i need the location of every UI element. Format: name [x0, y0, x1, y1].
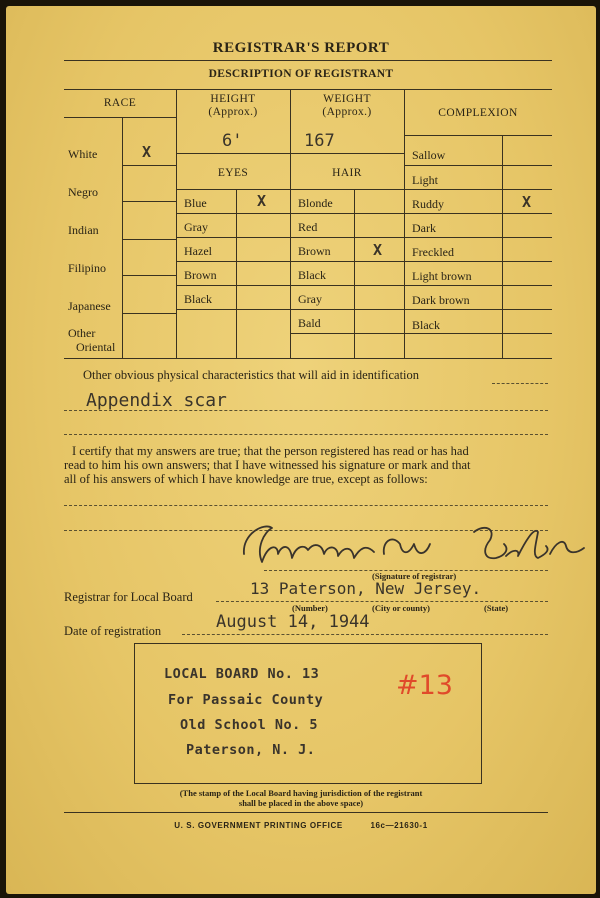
- printer-name: U. S. GOVERNMENT PRINTING OFFICE: [174, 821, 343, 830]
- hair-black: Black: [298, 268, 326, 282]
- race-header: RACE: [103, 97, 137, 109]
- complexion-dark: Dark: [412, 221, 436, 235]
- form-subtitle: DESCRIPTION OF REGISTRANT: [208, 68, 394, 80]
- stamp-line-2: For Passaic County: [168, 692, 324, 708]
- hair-gray: Gray: [298, 292, 322, 306]
- complexion-light: Light: [412, 173, 438, 187]
- date-value: August 14, 1944: [216, 612, 370, 632]
- race-negro: Negro: [68, 185, 98, 199]
- race-other: Other: [68, 326, 96, 340]
- complexion-dark-brown: Dark brown: [412, 293, 470, 307]
- registrar-report-card: [6, 6, 596, 894]
- complexion-ruddy-mark: X: [522, 193, 532, 211]
- registrar-label: Registrar for Local Board: [64, 590, 193, 604]
- form-title: REGISTRAR'S REPORT: [212, 40, 390, 56]
- race-white-mark: X: [142, 143, 152, 161]
- registrar-signature: [234, 514, 594, 574]
- stamp-line-3: Old School No. 5: [180, 717, 319, 733]
- hair-header: HAIR: [332, 167, 362, 179]
- race-white: White: [68, 147, 98, 161]
- eyes-black: Black: [184, 292, 212, 306]
- eyes-gray: Gray: [184, 220, 208, 234]
- form-code: 16c—21630-1: [370, 821, 428, 830]
- height-approx: (Approx.): [208, 106, 258, 118]
- race-oriental: Oriental: [76, 340, 116, 354]
- registrar-value: 13 Paterson, New Jersey.: [250, 579, 482, 598]
- race-indian: Indian: [68, 223, 99, 237]
- complexion-black: Black: [412, 318, 440, 332]
- height-header: HEIGHT: [210, 93, 256, 105]
- date-label: Date of registration: [64, 624, 162, 638]
- hair-bald: Bald: [298, 316, 321, 330]
- complexion-ruddy: Ruddy: [412, 197, 445, 211]
- hair-red: Red: [298, 220, 318, 234]
- number-caption: (Number): [292, 603, 328, 613]
- certify-line-3: all of his answers of which I have knowledge are true, except as follows:: [64, 472, 428, 486]
- eyes-hazel: Hazel: [184, 244, 212, 258]
- eyes-blue: Blue: [184, 196, 207, 210]
- local-board-stamp-box: [134, 643, 482, 784]
- complexion-header: COMPLEXION: [438, 107, 518, 119]
- eyes-brown: Brown: [184, 268, 217, 282]
- hair-brown-mark: X: [373, 241, 383, 259]
- hair-brown: Brown: [298, 244, 331, 258]
- state-caption: (State): [484, 603, 509, 613]
- complexion-freckled: Freckled: [412, 245, 454, 259]
- stamp-caption-1: (The stamp of the Local Board having jurisdiction of the registrant: [179, 788, 423, 798]
- weight-value: 167: [304, 131, 335, 151]
- eyes-header: EYES: [217, 167, 249, 179]
- stamp-caption-2: shall be placed in the above space): [238, 798, 364, 808]
- printing-office-footer: [6, 821, 596, 830]
- weight-approx: (Approx.): [322, 106, 372, 118]
- stamp-line-1: LOCAL BOARD No. 13: [164, 666, 320, 682]
- hair-blonde: Blonde: [298, 196, 333, 210]
- eyes-blue-mark: X: [257, 192, 267, 210]
- title-rule: [64, 60, 552, 61]
- description-table: [64, 89, 552, 359]
- stamp-line-4: Paterson, N. J.: [186, 742, 316, 758]
- certify-line-2: read to him his own answers; that I have witnessed his signature or mark and that: [64, 458, 471, 472]
- complexion-sallow: Sallow: [412, 148, 446, 162]
- characteristics-label: Other obvious physical characteristics that will aid in identification: [83, 368, 420, 382]
- race-filipino: Filipino: [68, 261, 107, 275]
- certify-line-1: I certify that my answers are true; that the person registered has read or has had: [72, 444, 469, 458]
- height-value: 6': [222, 131, 243, 151]
- handwritten-board-number: #13: [396, 670, 453, 701]
- complexion-light-brown: Light brown: [412, 269, 472, 283]
- weight-header: WEIGHT: [323, 93, 371, 105]
- city-caption: (City or county): [372, 603, 430, 613]
- signature-caption: (Signature of registrar): [372, 571, 457, 581]
- race-japanese: Japanese: [68, 299, 111, 313]
- characteristics-value: Appendix scar: [86, 390, 227, 411]
